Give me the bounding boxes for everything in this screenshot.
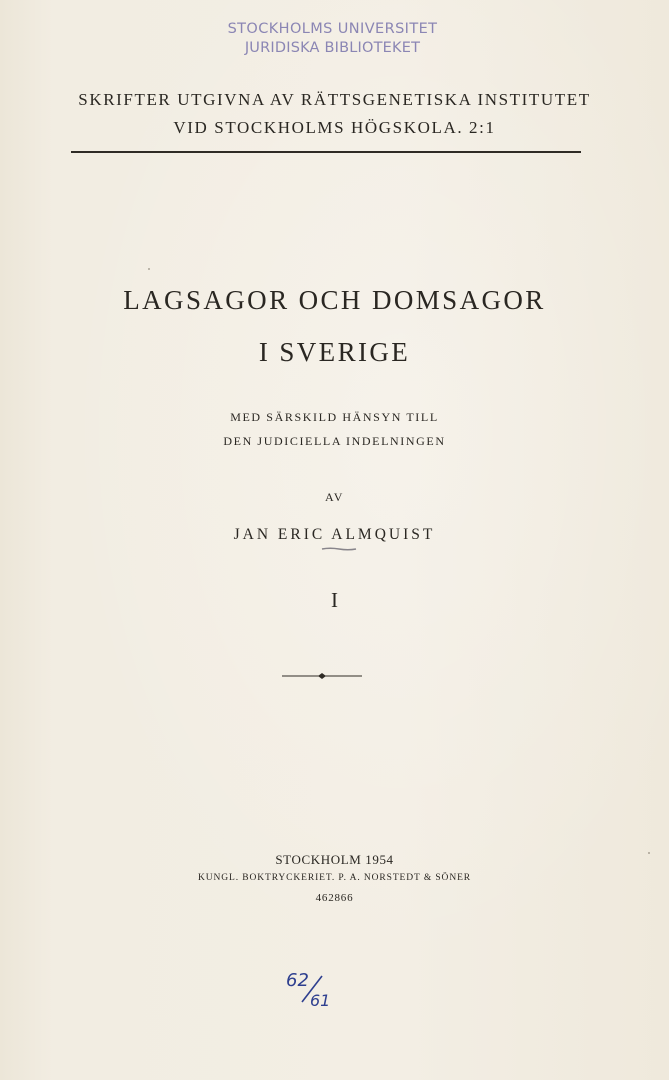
book-title-line-1: LAGSAGOR OCH DOMSAGOR — [123, 285, 546, 315]
series-line-2: VID STOCKHOLMS HÖGSKOLA. 2:1 — [173, 118, 496, 137]
byline-av: AV — [325, 490, 344, 504]
imprint-printer: KUNGL. BOKTRYCKERIET. P. A. NORSTEDT & SÖNER — [197, 873, 472, 883]
imprint-place-year: STOCKHOLM 1954 — [275, 852, 394, 867]
subtitle-line-2: DEN JUDICIELLA INDELNINGEN — [223, 434, 446, 448]
header-rule — [71, 151, 581, 153]
paper-speck — [648, 852, 650, 854]
stamp-line-1: STOCKHOLMS UNIVERSITET — [227, 21, 438, 37]
shelf-mark-denominator: 61 — [310, 991, 331, 1010]
paper-speck — [148, 268, 150, 270]
book-title-line-2: I SVERIGE — [258, 337, 411, 367]
stamp-line-2: JURIDISKA BIBLIOTEKET — [244, 40, 421, 56]
pencil-underline — [321, 546, 357, 552]
handwritten-shelf-mark — [280, 962, 336, 1012]
imprint-number: 462866 — [315, 892, 354, 904]
author-name: JAN ERIC ALMQUIST — [233, 526, 436, 543]
subtitle-line-1: MED SÄRSKILD HÄNSYN TILL — [230, 410, 439, 424]
series-line-1: SKRIFTER UTGIVNA AV RÄTTSGENETISKA INSTITUTET — [78, 90, 591, 109]
library-stamp — [210, 20, 455, 58]
shelf-mark-numerator: 62 — [286, 970, 309, 991]
ornament-divider — [282, 670, 362, 682]
volume-number: I — [331, 588, 338, 612]
